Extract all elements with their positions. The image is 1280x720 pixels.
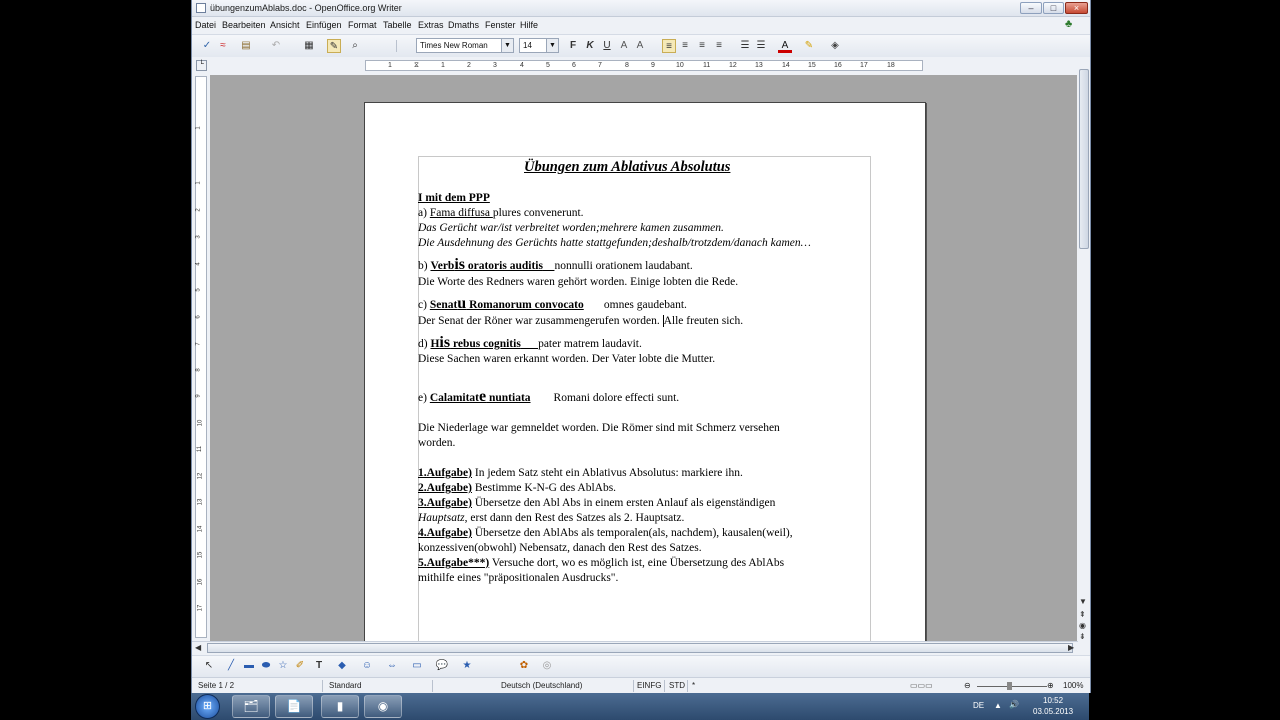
abl-abs-d-ending: is bbox=[439, 334, 451, 351]
ruler-tick: 15 bbox=[808, 62, 816, 69]
latin-rest: plures convenerunt. bbox=[492, 207, 584, 219]
stars-icon[interactable]: ★ bbox=[462, 660, 472, 671]
flowchart-icon[interactable]: ▭ bbox=[412, 660, 422, 671]
task-5-cont: mithilfe eines "präpositionalen Ausdrucks". bbox=[418, 572, 619, 584]
spellcheck-icon[interactable]: ✓ bbox=[202, 40, 212, 51]
ruler-tick: 16 bbox=[197, 578, 204, 586]
translation-c-part1: Der Senat der Röner war zusammengerufen worden. bbox=[418, 315, 663, 327]
label: c) bbox=[418, 299, 430, 311]
task-1-text: In jedem Satz steht ein Ablativus Absolutus: markiere ihn. bbox=[472, 467, 743, 479]
font-name-select[interactable] bbox=[416, 38, 514, 53]
view-layout-icon[interactable]: ▭▭▭ bbox=[910, 681, 933, 690]
draw-functions-icon[interactable]: ✎ bbox=[327, 39, 341, 53]
rectangle-icon[interactable]: ▬ bbox=[244, 660, 254, 671]
task-1 bbox=[418, 467, 743, 479]
ruler-tick: 4 bbox=[520, 62, 524, 69]
latin-rest: omnes gaudebant. bbox=[603, 299, 687, 311]
numbering-icon[interactable]: ☰ bbox=[740, 40, 750, 51]
volume-icon[interactable]: 🔊 bbox=[1009, 700, 1019, 709]
sentence-c bbox=[418, 295, 687, 313]
selection-mode[interactable]: STD bbox=[669, 681, 685, 690]
find-icon[interactable]: ⌕ bbox=[352, 40, 358, 51]
ruler-tick: 3 bbox=[493, 62, 497, 69]
text-icon[interactable]: T bbox=[315, 660, 323, 671]
menu-bearbeiten[interactable]: Bearbeiten bbox=[222, 20, 266, 30]
symbol-shapes-icon[interactable]: ☺ bbox=[361, 660, 373, 671]
menu-format[interactable]: Format bbox=[348, 20, 377, 30]
ruler-tick: 6 bbox=[572, 62, 576, 69]
language-indicator[interactable]: Deutsch (Deutschland) bbox=[501, 681, 583, 690]
menu-extras[interactable]: Extras bbox=[418, 20, 444, 30]
insert-mode[interactable]: EINFG bbox=[637, 681, 662, 690]
ruler-tick: 11 bbox=[703, 62, 711, 69]
ruler-tick: 12 bbox=[197, 472, 204, 480]
abl-abs-c-stem: Senat bbox=[429, 299, 458, 311]
font-color-icon[interactable]: A bbox=[778, 39, 792, 53]
taskbar bbox=[191, 693, 1089, 720]
label: a) bbox=[418, 207, 430, 219]
ruler-tick: 7 bbox=[598, 62, 602, 69]
task-5-text: Versuche dort, wo es möglich ist, eine Übersetzung des AblAbs bbox=[489, 557, 785, 569]
chevron-down-icon: ▼ bbox=[546, 39, 558, 52]
bullets-icon[interactable]: ☰ bbox=[756, 40, 766, 51]
align-center-icon[interactable]: ≡ bbox=[682, 40, 688, 51]
translation-c bbox=[418, 315, 743, 327]
ruler-tick: 14 bbox=[782, 62, 790, 69]
horizontal-scroll-thumb[interactable] bbox=[207, 643, 1073, 653]
ruler-tick: 9 bbox=[195, 394, 202, 398]
vertical-ruler[interactable] bbox=[195, 76, 207, 638]
ruler-tick: 2 bbox=[467, 62, 471, 69]
font-size-value: 14 bbox=[523, 41, 532, 50]
callouts-icon[interactable]: 💬 bbox=[435, 660, 449, 671]
abl-abs-e-stem: Calamitat bbox=[429, 392, 479, 404]
ruler-tick: 16 bbox=[834, 62, 842, 69]
ruler-tick: 6 bbox=[195, 315, 202, 319]
shadow-icon[interactable]: A bbox=[620, 40, 628, 51]
task-3-italic: Hauptsatz bbox=[418, 512, 465, 524]
table-icon[interactable]: ▦ bbox=[304, 40, 314, 51]
background-color-icon[interactable]: ◈ bbox=[831, 40, 839, 51]
status-bar bbox=[192, 677, 1090, 693]
task-3-text: Übersetze den Abl Abs in einem ersten Anlauf als eigenständigen bbox=[472, 497, 776, 509]
task-3-head: 3.Aufgabe) bbox=[418, 497, 472, 509]
abl-abs-d-stem: H bbox=[430, 338, 440, 350]
zoom-percent[interactable]: 100% bbox=[1063, 681, 1084, 690]
ruler-tick: 10 bbox=[197, 419, 204, 427]
translation-c-part2: Alle freuten sich. bbox=[663, 315, 744, 327]
ruler-tick: 15 bbox=[197, 551, 204, 559]
menu-bar bbox=[192, 17, 1090, 33]
zoom-in-icon[interactable]: ⊕ bbox=[1047, 681, 1054, 690]
menu-fenster[interactable]: Fenster bbox=[485, 20, 516, 30]
label: e) bbox=[418, 392, 430, 404]
abl-abs-e-rest: nuntiata bbox=[486, 392, 531, 404]
abl-abs-b-rest: oratoris auditis bbox=[465, 260, 543, 272]
menu-ansicht[interactable]: Ansicht bbox=[270, 20, 300, 30]
ruler-tick: 17 bbox=[197, 604, 204, 612]
ruler-tick: 1 bbox=[195, 181, 202, 185]
autospell-icon[interactable]: ≈ bbox=[220, 40, 226, 51]
abl-abs-a: Fama diffusa bbox=[429, 207, 493, 219]
ruler-tick: 18 bbox=[887, 62, 895, 69]
navigator-icon[interactable]: ◉ bbox=[1079, 621, 1086, 630]
horizontal-ruler-row bbox=[192, 57, 1090, 74]
menu-einfuegen[interactable]: Einfügen bbox=[306, 20, 342, 30]
ruler-tick: 1 bbox=[195, 126, 202, 130]
horizontal-scrollbar[interactable] bbox=[192, 641, 1078, 655]
task-5-head: 5.Aufgabe***) bbox=[418, 557, 490, 569]
ruler-tick: 7 bbox=[195, 342, 202, 346]
bold-icon[interactable]: F bbox=[569, 40, 577, 51]
indent-marker[interactable]: ⧖ bbox=[414, 62, 419, 69]
zoom-out-icon[interactable]: ⊖ bbox=[964, 681, 971, 690]
underline-icon[interactable]: U bbox=[603, 40, 611, 51]
font-name-value: Times New Roman bbox=[420, 41, 488, 50]
abl-abs-d-rest: rebus cognitis bbox=[450, 338, 521, 350]
menu-tabelle[interactable]: Tabelle bbox=[383, 20, 412, 30]
page-indicator[interactable]: Seite 1 / 2 bbox=[198, 681, 235, 690]
ruler-tick: 12 bbox=[729, 62, 737, 69]
horizontal-ruler[interactable] bbox=[365, 60, 923, 71]
chevron-down-icon: ▼ bbox=[501, 39, 513, 52]
ruler-tick: 1 bbox=[441, 62, 445, 69]
task-5 bbox=[418, 557, 784, 569]
task-2 bbox=[418, 482, 616, 494]
select-icon[interactable]: ↖ bbox=[204, 660, 214, 671]
paste-icon[interactable]: ▤ bbox=[241, 40, 251, 51]
ruler-tick: 13 bbox=[755, 62, 763, 69]
latin-rest: nonnulli orationem laudabant. bbox=[554, 260, 693, 272]
task-4-head: 4.Aufgabe) bbox=[418, 527, 472, 539]
taskbar-chrome[interactable]: ◉ bbox=[364, 695, 402, 718]
label: d) bbox=[418, 338, 431, 350]
ruler-tick: 5 bbox=[195, 288, 202, 292]
abl-abs-e-ending: e bbox=[479, 388, 487, 405]
sentence-b bbox=[418, 256, 693, 274]
translation-d: Diese Sachen waren erkannt worden. Der Vater lobte die Mutter. bbox=[418, 353, 716, 365]
sentence-a bbox=[418, 207, 584, 219]
tray-arrow-icon[interactable]: ▲ bbox=[994, 701, 1002, 710]
sentence-e bbox=[418, 388, 679, 406]
task-4-cont: konzessiven(obwohl) Nebensatz, danach den Rest des Satzes. bbox=[418, 542, 702, 554]
extrusion-icon[interactable]: ◎ bbox=[542, 660, 552, 671]
ruler-tick: 17 bbox=[860, 62, 868, 69]
task-1-head: 1.Aufgabe) bbox=[418, 467, 472, 479]
zoom-slider-thumb[interactable] bbox=[1007, 682, 1012, 690]
start-button[interactable]: ⊞ bbox=[195, 694, 220, 719]
taskbar-app[interactable]: ▮ bbox=[321, 695, 359, 718]
formatting-toolbar bbox=[192, 34, 1090, 58]
highlight-icon[interactable]: ✎ bbox=[804, 40, 814, 51]
translation-a2: Die Ausdehnung des Gerüchts hatte stattgefunden;deshalb/trotzdem/danach kamen… bbox=[418, 237, 811, 249]
ruler-tick: 13 bbox=[197, 498, 204, 506]
outline-icon[interactable]: A bbox=[636, 40, 644, 51]
task-3 bbox=[418, 497, 775, 509]
freeform-icon[interactable]: ☆ bbox=[278, 660, 288, 671]
translation-e1: Die Niederlage war gemneldet worden. Die Römer sind mit Schmerz versehen bbox=[418, 422, 780, 434]
language-indicator-tray[interactable]: DE bbox=[973, 701, 985, 710]
menu-datei[interactable]: Datei bbox=[195, 20, 217, 30]
task-3-text2: , erst dann den Rest des Satzes als 2. Hauptsatz. bbox=[464, 512, 685, 524]
ruler-tick: 14 bbox=[197, 525, 204, 533]
align-right-icon[interactable]: ≡ bbox=[699, 40, 705, 51]
modified-indicator: * bbox=[692, 681, 696, 690]
justify-icon[interactable]: ≡ bbox=[716, 40, 722, 51]
section-heading: I mit dem PPP bbox=[418, 192, 490, 204]
drawing-toolbar bbox=[192, 655, 1090, 677]
writer-window bbox=[191, 0, 1091, 693]
close-button[interactable]: × bbox=[1065, 2, 1088, 14]
scroll-down-icon[interactable]: ▼ bbox=[1079, 597, 1087, 606]
task-2-head: 2.Aufgabe) bbox=[418, 482, 472, 494]
curve-icon[interactable]: ✐ bbox=[295, 660, 305, 671]
taskbar-writer[interactable]: 📄 bbox=[275, 695, 313, 718]
font-size-select[interactable] bbox=[519, 38, 559, 53]
ruler-tick: 4 bbox=[195, 262, 202, 266]
minimize-button[interactable]: – bbox=[1020, 2, 1042, 14]
align-left-icon[interactable]: ≡ bbox=[662, 39, 676, 53]
vertical-scrollbar[interactable] bbox=[1078, 59, 1090, 641]
extension-update-icon[interactable]: ♣ bbox=[1065, 18, 1073, 30]
abl-abs-b-ending: is bbox=[454, 256, 465, 273]
app-icon bbox=[196, 3, 206, 13]
translation-e2: worden. bbox=[418, 437, 456, 449]
sentence-d bbox=[418, 334, 642, 352]
task-4-text: Übersetze den AblAbs als temporalen(als, nachdem), kausalen(weil), bbox=[472, 527, 793, 539]
line-icon[interactable]: ╱ bbox=[227, 660, 235, 671]
block-arrows-icon[interactable]: ⇔ bbox=[387, 660, 397, 671]
ruler-tick: 2 bbox=[195, 208, 202, 212]
ruler-tick: 9 bbox=[651, 62, 655, 69]
ruler-tick: 8 bbox=[195, 368, 202, 372]
title-bar bbox=[192, 0, 1090, 17]
doc-title: Übungen zum Ablativus Absolutus bbox=[524, 159, 731, 175]
zoom-slider[interactable] bbox=[977, 686, 1047, 687]
task-3-cont bbox=[418, 512, 684, 524]
label: b) bbox=[418, 260, 431, 272]
fontwork-icon[interactable]: ✿ bbox=[519, 660, 529, 671]
maximize-button[interactable]: □ bbox=[1043, 2, 1064, 14]
prev-page-icon[interactable]: ⇞ bbox=[1079, 610, 1086, 619]
abl-abs-c-ending: u bbox=[457, 295, 467, 312]
latin-rest: pater matrem laudavit. bbox=[538, 338, 642, 350]
scroll-left-icon[interactable]: ◀ bbox=[195, 643, 202, 652]
abl-abs-b-stem: Verb bbox=[430, 260, 455, 272]
next-page-icon[interactable]: ⇟ bbox=[1079, 632, 1086, 641]
ruler-tick: 5 bbox=[546, 62, 550, 69]
task-4 bbox=[418, 527, 793, 539]
scroll-right-icon[interactable]: ▶ bbox=[1068, 643, 1075, 652]
latin-rest: Romani dolore effecti sunt. bbox=[553, 392, 680, 404]
menu-dmaths[interactable]: Dmaths bbox=[448, 20, 480, 30]
ruler-tick: 1 bbox=[388, 62, 392, 69]
translation-b: Die Worte des Redners waren gehört worden. Einige lobten die Rede. bbox=[418, 276, 739, 288]
undo-icon[interactable]: ↶ bbox=[271, 40, 281, 51]
clock-time[interactable]: 10:52 bbox=[1043, 696, 1064, 705]
ellipse-icon[interactable]: ⬬ bbox=[261, 660, 271, 671]
page-style[interactable]: Standard bbox=[329, 681, 362, 690]
taskbar-explorer[interactable]: 🗂 bbox=[232, 695, 270, 718]
abl-abs-c-rest: Romanorum convocato bbox=[466, 299, 584, 311]
ruler-tick: 3 bbox=[195, 235, 202, 239]
ruler-tick: 8 bbox=[625, 62, 629, 69]
tab-stop-selector[interactable]: └ bbox=[196, 60, 207, 71]
clock-date[interactable]: 03.05.2013 bbox=[1033, 707, 1074, 716]
vertical-scroll-thumb[interactable] bbox=[1079, 69, 1089, 249]
italic-icon[interactable]: K bbox=[586, 40, 594, 51]
task-2-text: Bestimme K-N-G des AblAbs. bbox=[472, 482, 617, 494]
ruler-tick: 11 bbox=[197, 445, 204, 453]
basic-shapes-icon[interactable]: ◆ bbox=[338, 660, 346, 671]
window-title: übungenzumAblabs.doc - OpenOffice.org Writer bbox=[210, 3, 402, 13]
menu-hilfe[interactable]: Hilfe bbox=[520, 20, 539, 30]
ruler-tick: 10 bbox=[676, 62, 684, 69]
translation-a1: Das Gerücht war/ist verbreitet worden;mehrere kamen zusammen. bbox=[418, 222, 724, 234]
